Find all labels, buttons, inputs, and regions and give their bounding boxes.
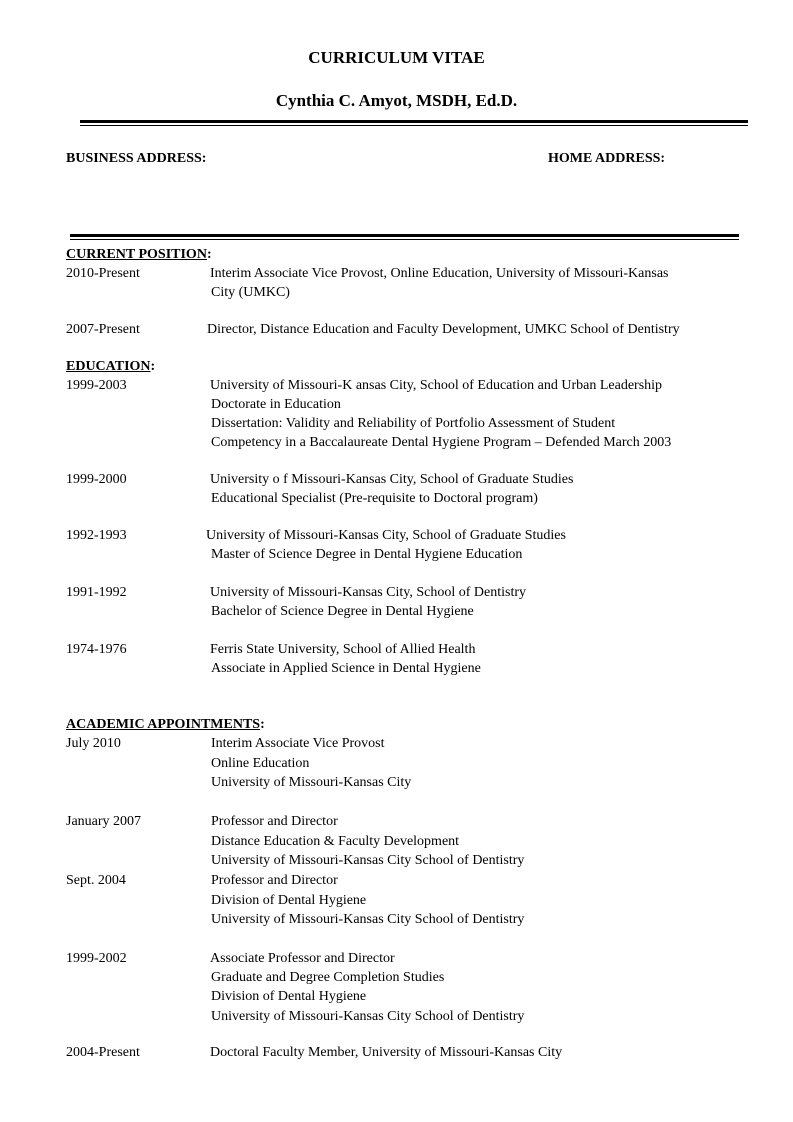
entry-line: Director, Distance Education and Faculty Development, UMKC School of Dentistry	[207, 322, 680, 337]
entry-line: Associate Professor and Director	[210, 951, 395, 966]
entry-line: Interim Associate Vice Provost, Online Education, University of Missouri-Kansas	[210, 266, 669, 281]
home-address-label: HOME ADDRESS:	[548, 151, 666, 166]
entry-line: Dissertation: Validity and Reliability of Portfolio Assessment of Student	[211, 416, 616, 431]
entry-line: Division of Dental Hygiene	[211, 893, 367, 908]
entry-line: University of Missouri-Kansas City, School of Dentistry	[210, 585, 527, 600]
person-name: Cynthia C. Amyot, MSDH, Ed.D.	[275, 91, 518, 110]
entry-line: City (UMKC)	[211, 285, 290, 300]
entry-line: Master of Science Degree in Dental Hygiene Education	[211, 547, 523, 562]
entry-line: University of Missouri-Kansas City School of Dentistry	[211, 912, 525, 927]
entry-date: January 2007	[66, 814, 142, 829]
entry-date: 1999-2000	[66, 472, 127, 487]
entry-date: 1999-2002	[66, 951, 127, 966]
document-title: CURRICULUM VITAE	[308, 48, 485, 67]
entry-line: University of Missouri-Kansas City School of Dentistry	[211, 1009, 525, 1024]
academic-appointments-heading: ACADEMIC APPOINTMENTS:	[66, 717, 265, 732]
address-divider	[70, 234, 739, 240]
business-address-label: BUSINESS ADDRESS:	[66, 151, 207, 166]
entry-line: Professor and Director	[211, 814, 338, 829]
entry-line: Bachelor of Science Degree in Dental Hygiene	[211, 604, 474, 619]
entry-date: July 2010	[66, 736, 121, 751]
entry-line: Associate in Applied Science in Dental Hygiene	[211, 661, 481, 676]
entry-line: Graduate and Degree Completion Studies	[211, 970, 445, 985]
entry-date: 2007-Present	[66, 322, 140, 337]
entry-line: University of Missouri-Kansas City, School of Graduate Studies	[206, 528, 566, 543]
entry-date: Sept. 2004	[66, 873, 126, 888]
entry-date: 1974-1976	[66, 642, 127, 657]
entry-line: Online Education	[211, 756, 310, 771]
entry-line: Doctoral Faculty Member, University of Missouri-Kansas City	[210, 1045, 563, 1060]
entry-line: Division of Dental Hygiene	[211, 989, 367, 1004]
current-position-heading: CURRENT POSITION:	[66, 247, 212, 262]
entry-line: Professor and Director	[211, 873, 338, 888]
entry-line: Educational Specialist (Pre-requisite to Doctoral program)	[211, 491, 538, 506]
entry-date: 1991-1992	[66, 585, 127, 600]
entry-date: 2010-Present	[66, 266, 140, 281]
entry-date: 1992-1993	[66, 528, 127, 543]
entry-line: University of Missouri-K ansas City, School of Education and Urban Leadership	[210, 378, 663, 393]
entry-date: 2004-Present	[66, 1045, 140, 1060]
entry-line: University of Missouri-Kansas City	[211, 775, 412, 790]
header-divider	[80, 120, 748, 126]
education-heading: EDUCATION:	[66, 359, 156, 374]
entry-line: University of Missouri-Kansas City School of Dentistry	[211, 853, 525, 868]
entry-line: University o f Missouri-Kansas City, School of Graduate Studies	[210, 472, 574, 487]
entry-line: Doctorate in Education	[211, 397, 341, 412]
entry-line: Distance Education & Faculty Development	[211, 834, 460, 849]
entry-line: Competency in a Baccalaureate Dental Hygiene Program – Defended March 2003	[211, 435, 672, 450]
entry-line: Ferris State University, School of Allied Health	[210, 642, 476, 657]
entry-line: Interim Associate Vice Provost	[211, 736, 385, 751]
entry-date: 1999-2003	[66, 378, 127, 393]
